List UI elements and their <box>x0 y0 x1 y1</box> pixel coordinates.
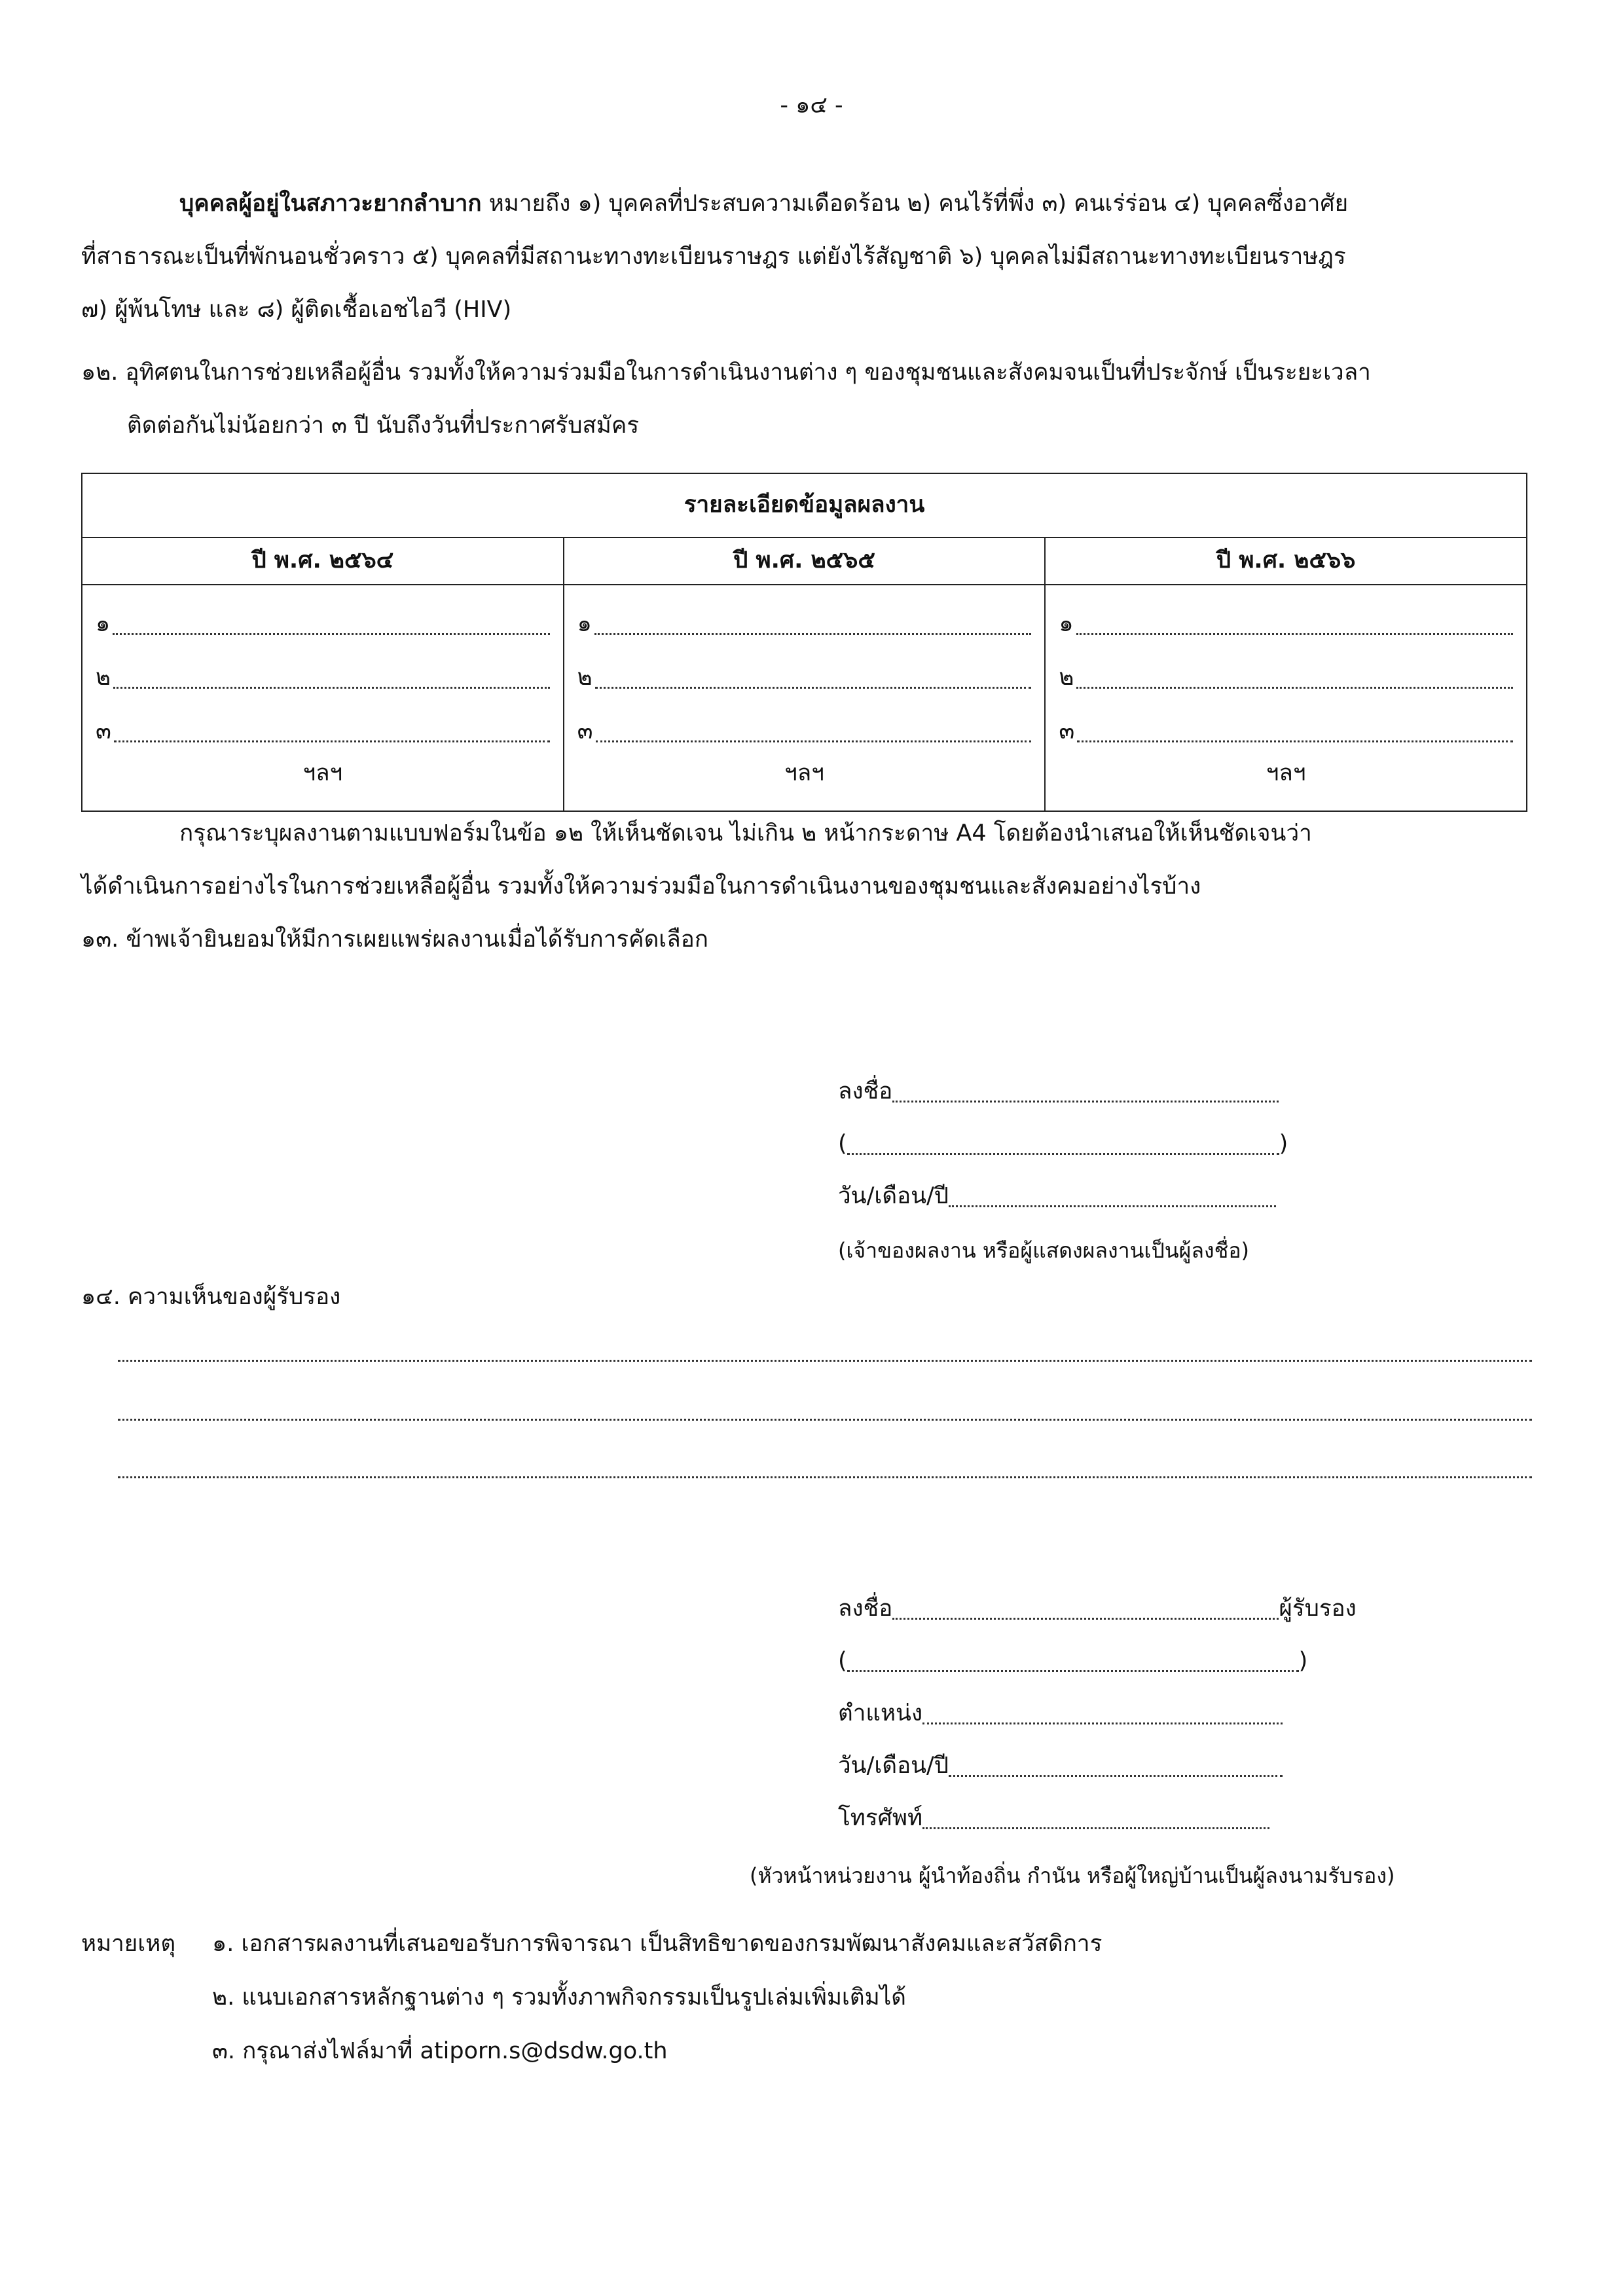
definition-line3: ๗) ผู้พ้นโทษ และ ๘) ผู้ติดเชื้อเอชไอวี (HIV) <box>81 297 512 323</box>
works-column-2566 <box>1045 585 1527 811</box>
item-12-line1: ๑๒. อุทิศตนในการช่วยเหลือผู้อื่น รวมทั้งให้ความร่วมมือในการดำเนินงานต่าง ๆ ของชุมชนและสังคมจนเป็นที่ประจักษ์ เป็นระยะเวลา <box>81 359 1371 386</box>
certifier-name-field[interactable]: ( ) <box>838 1648 1308 1675</box>
remark-item-1: ๑. เอกสารผลงานที่เสนอขอรับการพิจารณา เป็นสิทธิขาดของกรมพัฒนาสังคมและสวัสดิการ <box>212 1931 1103 1957</box>
item-13: ๑๓. ข้าพเจ้ายินยอมให้มีการเผยแพร่ผลงานเมื่อได้รับการคัดเลือก <box>81 926 708 953</box>
instruction-line1: กรุณาระบุผลงานตามแบบฟอร์มในข้อ ๑๒ ให้เห็นชัดเจน ไม่เกิน ๒ หน้ากระดาษ A4 โดยต้องนำเสนอให้เห็นชัดเจนว่า <box>179 820 1312 847</box>
remarks-label: หมายเหตุ <box>81 1931 176 1957</box>
definition-paragraph <box>81 190 1348 349</box>
work-item-field[interactable]: ๒ <box>1059 639 1513 693</box>
work-item-field[interactable]: ๓ <box>1059 693 1513 746</box>
item-14: ๑๔. ความเห็นของผู้รับรอง <box>81 1284 341 1310</box>
works-table-title: รายละเอียดข้อมูลผลงาน <box>82 473 1527 538</box>
work-item-field[interactable]: ๑ <box>96 585 550 639</box>
certifier-sign-field[interactable]: ลงชื่อ ผู้รับรอง <box>838 1595 1357 1622</box>
definition-term: บุคคลผู้อยู่ในสภาวะยากลำบาก <box>179 191 482 217</box>
works-column-2564 <box>82 585 564 811</box>
applicant-name-field[interactable]: ( ) <box>838 1131 1288 1157</box>
year-header-2566: ปี พ.ศ. ๒๕๖๖ <box>1045 538 1527 585</box>
year-header-2564: ปี พ.ศ. ๒๕๖๔ <box>82 538 564 585</box>
instruction-line2: ได้ดำเนินการอย่างไรในการช่วยเหลือผู้อื่น รวมทั้งให้ความร่วมมือในการดำเนินงานของชุมชนและสังคมอย่างไรบ้าง <box>81 873 1201 900</box>
remark-item-2: ๒. แนบเอกสารหลักฐานต่าง ๆ รวมทั้งภาพกิจกรรมเป็นรูปเล่มเพิ่มเติมได้ <box>212 1984 906 2011</box>
certifier-phone-field[interactable]: โทรศัพท์ <box>838 1781 1357 1833</box>
year-header-2565: ปี พ.ศ. ๒๕๖๕ <box>564 538 1046 585</box>
applicant-signature-note: (เจ้าของผลงาน หรือผู้แสดงผลงานเป็นผู้ลงชื่อ) <box>838 1238 1250 1263</box>
work-item-field[interactable]: ๒ <box>577 639 1032 693</box>
work-item-field[interactable]: ๓ <box>577 693 1032 746</box>
item-12 <box>81 359 1371 465</box>
certifier-comment-line-3[interactable] <box>118 1475 1532 1478</box>
certifier-signature-note: (หัวหน้าหน่วยงาน ผู้นำท้องถิ่น กำนัน หรือผู้ใหญ่บ้านเป็นผู้ลงนามรับรอง) <box>750 1863 1395 1888</box>
certifier-date-field[interactable]: วัน/เดือน/ปี <box>838 1728 1357 1781</box>
etc-label: ฯลฯ <box>784 760 824 786</box>
certifier-comment-line-1[interactable] <box>118 1358 1532 1362</box>
remarks <box>81 1930 1102 2091</box>
definition-line1: หมายถึง ๑) บุคคลที่ประสบความเดือดร้อน ๒) คนไร้ที่พึ่ง ๓) คนเร่ร่อน ๔) บุคคลซึ่งอาศัย <box>481 191 1349 217</box>
applicant-signature-block <box>838 1054 1288 1264</box>
instruction-paragraph <box>81 820 1312 979</box>
item-12-line2: ติดต่อกันไม่น้อยกว่า ๓ ปี นับถึงวันที่ประกาศรับสมัคร <box>127 412 640 439</box>
work-item-field[interactable]: ๑ <box>1059 585 1513 639</box>
certifier-comment-line-2[interactable] <box>118 1417 1532 1421</box>
etc-label: ฯลฯ <box>302 760 343 786</box>
applicant-sign-field[interactable]: ลงชื่อ <box>838 1054 1288 1106</box>
certifier-position-field[interactable]: ตำแหน่ง <box>838 1676 1357 1728</box>
etc-label: ฯลฯ <box>1266 760 1306 786</box>
applicant-date-field[interactable]: วัน/เดือน/ปี <box>838 1159 1288 1211</box>
work-item-field[interactable]: ๑ <box>577 585 1032 639</box>
work-item-field[interactable]: ๓ <box>96 693 550 746</box>
certifier-signature-block <box>838 1571 1357 1833</box>
work-item-field[interactable]: ๒ <box>96 639 550 693</box>
definition-line2: ที่สาธารณะเป็นที่พักนอนชั่วคราว ๕) บุคคลที่มีสถานะทางทะเบียนราษฎร แต่ยังไร้สัญชาติ ๖) บุคคลไม่มีสถานะทางทะเบียนราษฎร <box>81 244 1346 270</box>
works-column-2565 <box>564 585 1046 811</box>
page-number: - ๑๔ - <box>780 92 843 118</box>
works-table <box>81 473 1527 812</box>
remark-item-3: ๓. กรุณาส่งไฟล์มาที่ atiporn.s@dsdw.go.th <box>212 2038 668 2064</box>
